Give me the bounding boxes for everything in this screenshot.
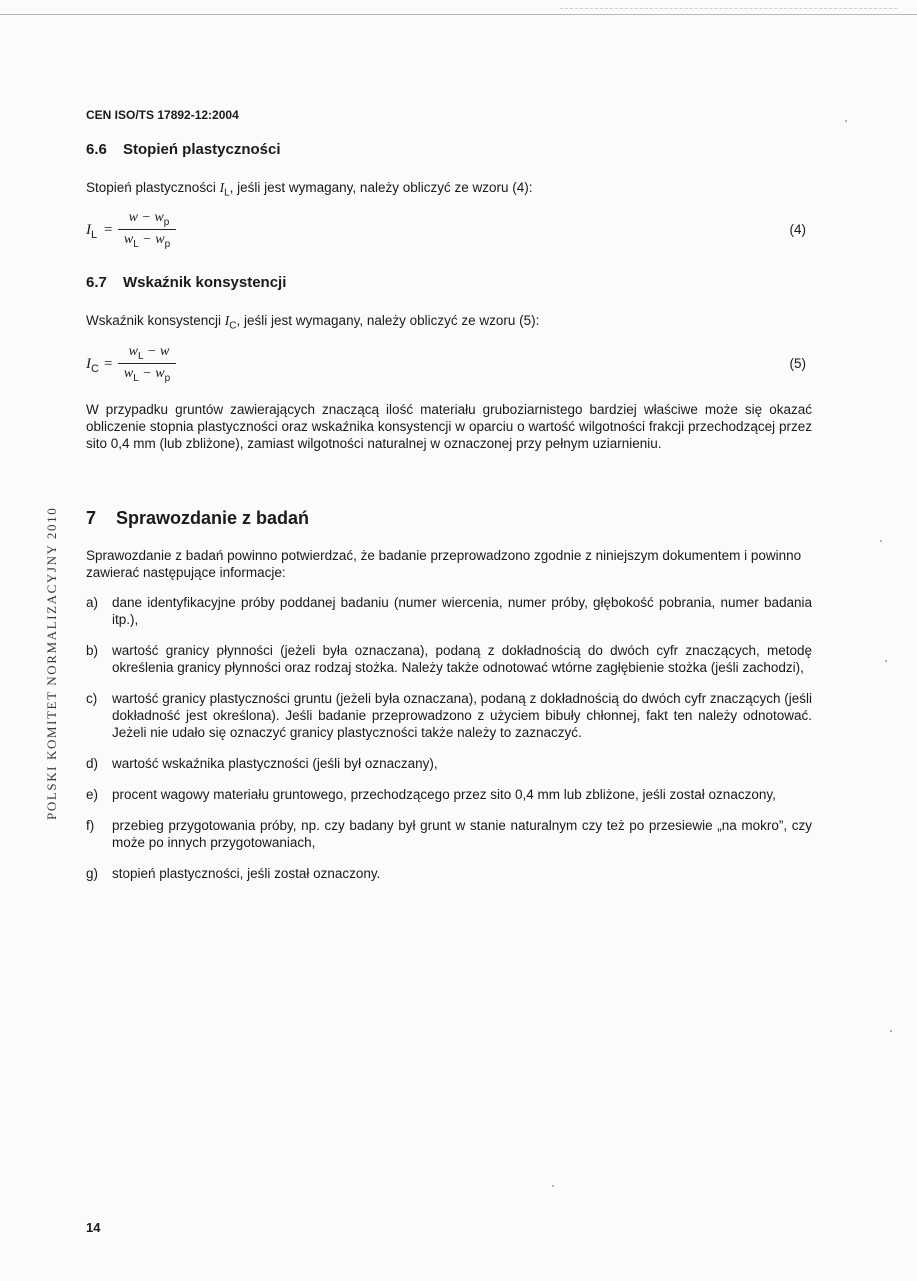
list-item-text: stopień plastyczności, jeśli został oznaczony. <box>112 866 381 881</box>
scan-edge-line <box>560 8 897 9</box>
formula-lhs: $I_C$ <box>86 356 99 375</box>
list-item-text: przebieg przygotowania próby, np. czy badany był grunt w stanie naturalnym czy też po przesiewie „na mokro”, czy może po innych przygotowaniach, <box>112 818 812 850</box>
list-item <box>86 755 812 772</box>
list-marker: a) <box>86 595 99 610</box>
scan-edge-line <box>0 14 917 15</box>
list-item <box>86 865 812 882</box>
section-6-7-intro: Wskaźnik konsystencji $I_C$, jeśli jest wymagany, należy obliczyć ze wzoru (5): <box>86 313 540 332</box>
section-title: Sprawozdanie z badań <box>116 508 310 528</box>
list-marker: b) <box>86 643 99 658</box>
list-marker: f) <box>86 818 95 833</box>
section-number: 6.6 <box>86 141 107 158</box>
list-item-text: dane identyfikacyjne próby poddanej badaniu (numer wiercenia, numer próby, głębokość pobrania, numer badania itp.), <box>112 595 812 627</box>
list-marker: g) <box>86 866 99 881</box>
denominator: $w_L - w_p$ <box>123 232 171 250</box>
list-item-text: wartość granicy plastyczności gruntu (jeżeli była oznaczana), podaną z dokładnością do dwóch cyfr znaczących (jeśli dokładność jest określona). Jeśli badanie przeprowadzono z użyciem bibuły chłonnej, fakt ten należy odnotować. Jeżeli nie udało się oznaczyć granicy plastyczności także należy to zaznaczyć. <box>112 691 812 740</box>
section-6-6-intro: Stopień plastyczności $I_L$, jeśli jest wymagany, należy obliczyć ze wzoru (4): <box>86 180 533 199</box>
formula-5 <box>86 344 812 388</box>
list-item-text: wartość granicy płynności (jeżeli była oznaczana), podaną z dokładnością do dwóch cyfr znaczących, metodę określenia granicy płynności oraz rodzaj stożka. Należy także odnotować wtórne zagłębienie stożka (jeśli zachodzi), <box>112 643 812 675</box>
section-number: 6.7 <box>86 274 107 291</box>
section-title: Stopień plastyczności <box>123 141 281 158</box>
formula-4 <box>86 210 812 254</box>
section-6-7-note: W przypadku gruntów zawierających znaczącą ilość materiału gruboziarnistego bardziej właściwe może się okazać obliczenie stopnia plastyczności oraz wskaźnika konsystencji w oparciu o wartość wilgotności frakcji przechodzącej przez sito 0,4 mm (lub zbliżone), zamiast wilgotności naturalnej w oznaczonej przy pełnym uziarnieniu. <box>86 402 812 451</box>
section-6-6-heading <box>86 141 281 158</box>
list-item-text: procent wagowy materiału gruntowego, przechodzącego przez sito 0,4 mm lub zbliżone, jeśli został oznaczony, <box>112 787 776 802</box>
equals-sign: = <box>104 222 113 238</box>
list-marker: e) <box>86 787 99 802</box>
scan-speck <box>880 540 882 542</box>
equation-number: (5) <box>789 356 806 371</box>
standard-id: CEN ISO/TS 17892-12:2004 <box>86 108 239 122</box>
section-6-7-heading <box>86 274 286 291</box>
fraction <box>118 210 176 250</box>
fraction-bar <box>118 229 176 230</box>
list-item <box>86 690 812 741</box>
list-item-text: wartość wskaźnika plastyczności (jeśli był oznaczany), <box>112 756 438 771</box>
fraction-bar <box>118 363 176 364</box>
scan-speck <box>890 1030 892 1032</box>
list-marker: d) <box>86 756 99 771</box>
list-marker: c) <box>86 691 98 706</box>
equals-sign: = <box>104 356 113 372</box>
scan-speck <box>845 120 847 122</box>
scan-speck <box>885 660 887 662</box>
report-items-list <box>86 594 812 896</box>
symbol: $I_L$ <box>219 180 230 199</box>
denominator: $w_L - w_p$ <box>123 366 171 384</box>
list-item <box>86 642 812 676</box>
list-item <box>86 817 812 851</box>
numerator: $w - w_p$ <box>128 210 170 228</box>
section-number: 7 <box>86 508 97 528</box>
page-number: 14 <box>86 1220 101 1235</box>
list-item <box>86 786 812 803</box>
fraction <box>118 344 176 384</box>
equation-number: (4) <box>789 222 806 237</box>
list-item <box>86 594 812 628</box>
side-watermark: POLSKI KOMITET NORMALIZACYJNY 2010 <box>44 506 59 820</box>
symbol: $I_C$ <box>224 313 237 332</box>
section-7-heading <box>86 508 309 529</box>
section-title: Wskaźnik konsystencji <box>123 274 287 291</box>
numerator: $w_L - w$ <box>128 344 170 362</box>
section-7-intro: Sprawozdanie z badań powinno potwierdzać, że badanie przeprowadzono zgodnie z niniejszym dokumentem i powinno zawierać następujące informacje: <box>86 548 802 580</box>
scan-speck <box>552 1185 554 1187</box>
formula-lhs: $I_L$ <box>86 222 98 241</box>
